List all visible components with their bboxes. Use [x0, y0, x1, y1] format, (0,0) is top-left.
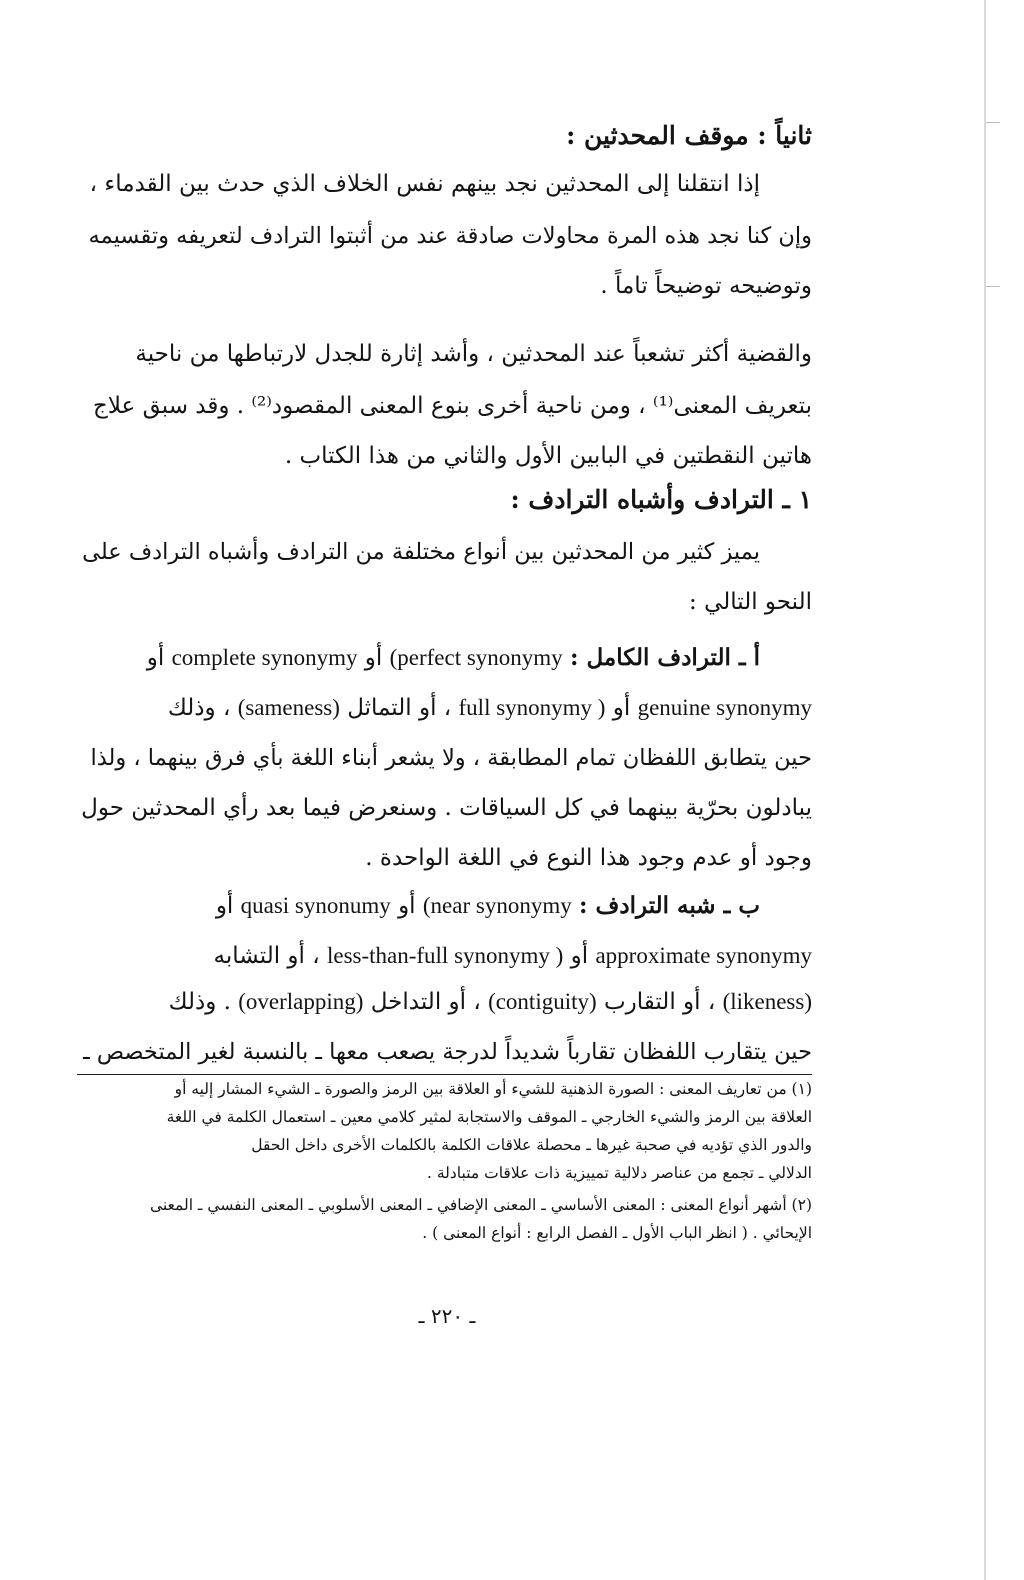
item-b-heading: ب ـ شبه الترادف : — [579, 892, 760, 919]
edge-tick — [986, 286, 1000, 287]
term-en: (perfect synonymy — [389, 645, 563, 670]
item-b-line-4: حين يتقارب اللفظان تقارباً شديداً لدرجة يصعب معها ـ بالنسبة لغير المتخصص ـ — [83, 1039, 812, 1065]
footnote-1-line-2: العلاقة بين الرمز والشيء الخارجي ـ الموقف والاستجابة لمثير كلامي معين ـ استعمال الكلمة في اللغة — [166, 1108, 812, 1126]
subheading: ١ ـ الترادف وأشباه الترادف : — [510, 485, 812, 514]
term-en: (likeness) — [722, 989, 812, 1014]
paragraph-2-line-1: والقضية أكثر تشعباً عند المحدثين ، وأشد إثارة للجدل لارتباطها من ناحية — [135, 341, 812, 367]
text-ar: ، وذلك — [167, 695, 231, 721]
item-a-heading: أ ـ الترادف الكامل : — [570, 644, 760, 671]
footnote-1-line-3: والدور الذي تؤديه في صحبة غيرها ـ محصلة علاقات الكلمة بالكلمات الأخرى داخل الحقل — [251, 1136, 812, 1154]
term-en: (near synonymy — [422, 893, 572, 918]
conjunction: أو — [364, 645, 383, 671]
conjunction: أو — [398, 893, 416, 919]
footnote-1-line-4: الدلالي ـ تجمع من عناصر دلالية تمييزية ذات علاقات متبادلة . — [427, 1164, 812, 1182]
term-en: approximate synonymy — [595, 943, 812, 968]
term-en: (overlapping) — [238, 989, 364, 1014]
page-edge-line — [984, 0, 986, 1580]
paragraph-3-line-2: النحو التالي : — [689, 589, 812, 615]
paragraph-3-line-1: يميز كثير من المحدثين بين أنواع مختلفة من الترادف وأشباه الترادف على — [82, 539, 760, 565]
term-en: genuine synonymy — [637, 695, 812, 720]
conjunction: أو — [612, 695, 631, 721]
paragraph-2-line-3: هاتين النقطتين في البابين الأول والثاني من هذا الكتاب . — [284, 443, 812, 469]
term-en: less-than-full synonymy ) — [326, 943, 564, 968]
item-b-line-3 — [82, 980, 812, 1024]
text-ar: ، أو التداخل — [370, 989, 481, 1015]
footnote-2-line-2: الإيحائي . ( انظر الباب الأول ـ الفصل الرابع : أنواع المعنى ) . — [422, 1224, 812, 1242]
text-ar: ، أو التشابه — [213, 943, 320, 969]
paragraph-1-line-2: وإن كنا نجد هذه المرة محاولات صادقة عند من أثبتوا الترادف لتعريفه وتقسيمه — [88, 223, 812, 249]
section-title: ثانياً : موقف المحدثين : — [566, 121, 812, 150]
term-en: full synonymy ) — [458, 695, 606, 720]
item-a-line-3: حين يتطابق اللفظان تمام المطابقة ، ولا يشعر أبناء اللغة بأي فرق بينهما ، ولذا — [90, 745, 812, 771]
conjunction: أو — [146, 645, 165, 671]
item-a-line-2 — [82, 686, 812, 730]
text-ar: . وذلك — [168, 989, 231, 1015]
item-a-line-4: يبادلون بحرّية بينهما في كل السياقات . وسنعرض فيما بعد رأي المحدثين حول — [81, 795, 812, 821]
term-en: (contiguity) — [488, 989, 597, 1014]
item-a-line-5: وجود أو عدم وجود هذا النوع في اللغة الواحدة . — [365, 845, 812, 871]
paragraph-1-line-3: وتوضيحه توضيحاً تاماً . — [600, 273, 812, 299]
paragraph-1-line-1: إذا انتقلنا إلى المحدثين نجد بينهم نفس الخلاف الذي حدث بين القدماء ، — [89, 171, 760, 197]
term-en: complete synonymy — [171, 645, 358, 670]
footnote-2-line-1: (٢) أشهر أنواع المعنى : المعنى الأساسي ـ المعنى الإضافي ـ المعنى الأسلوبي ـ المعنى النفسي ـ المعنى — [149, 1196, 812, 1214]
edge-tick — [986, 122, 1000, 123]
page-number: ـ ٢٢٠ ـ — [418, 1304, 476, 1328]
conjunction: أو — [570, 943, 589, 969]
item-b-line-1 — [82, 884, 760, 928]
item-a-line-1 — [82, 636, 760, 680]
item-b-line-2 — [82, 934, 812, 978]
term-en: quasi synonumy — [240, 893, 391, 918]
text-ar: ، أو التماثل — [347, 695, 452, 721]
footnote-1-line-1: (١) من تعاريف المعنى : الصورة الذهنية للشيء أو العلاقة بين الرمز والصورة ـ الشيء المشار إليه أو — [174, 1080, 812, 1098]
term-en: (sameness) — [237, 695, 340, 720]
conjunction: أو — [215, 893, 234, 919]
text-ar: ، أو التقارب — [603, 989, 716, 1015]
paragraph-2-line-2: بتعريف المعنى⁽¹⁾ ، ومن ناحية أخرى بنوع المعنى المقصود⁽²⁾ . وقد سبق علاج — [92, 393, 812, 419]
